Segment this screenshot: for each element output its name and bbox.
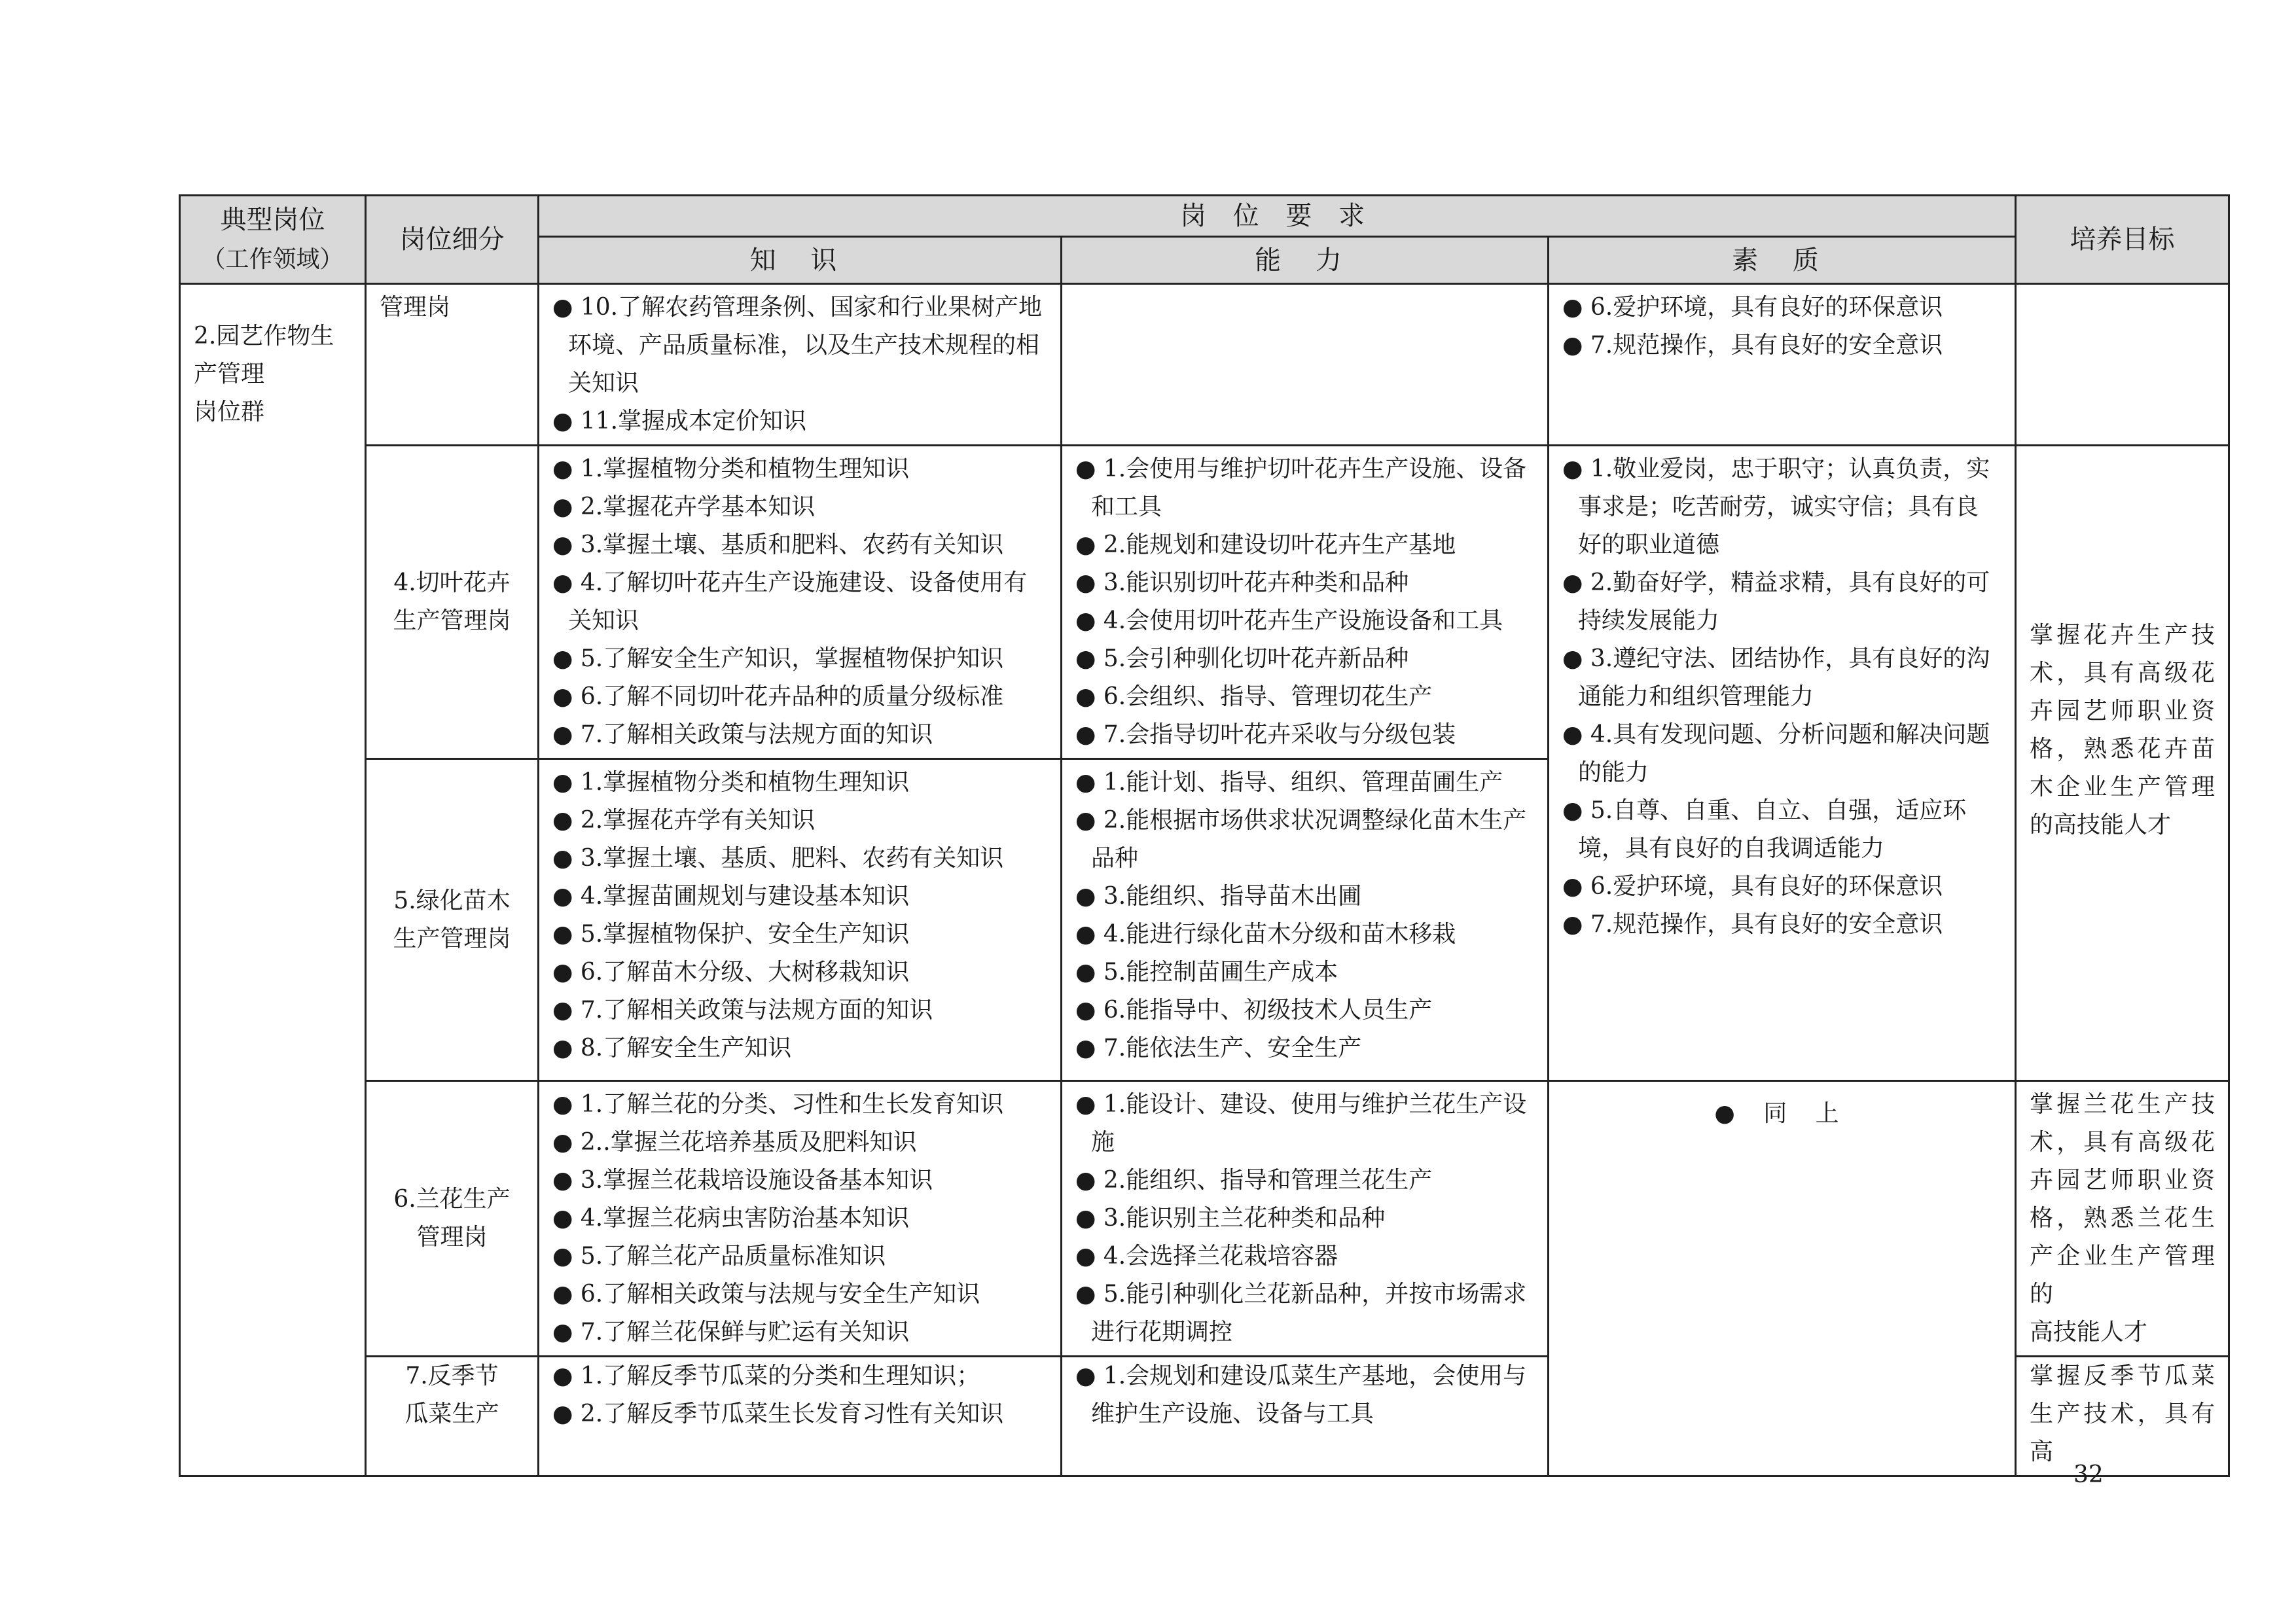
list-item: ● 8.了解安全生产知识 — [552, 1035, 792, 1061]
list-item: ● 10.了解农药管理条例、国家和行业果树产地环境、产品质量标准，以及生产技术规程的相关知识 — [552, 294, 1043, 397]
list-item: ● 2.掌握花卉学有关知识 — [552, 807, 816, 834]
knowledge-cell — [539, 446, 1062, 759]
list-item: ● 6.能指导中、初级技术人员生产 — [1075, 997, 1433, 1024]
list-item: ● 5.了解兰花产品质量标准知识 — [552, 1243, 886, 1270]
list-item: ● 2.了解反季节瓜菜生长发育习性有关知识 — [552, 1400, 1004, 1427]
list-item: ● 7.了解相关政策与法规方面的知识 — [552, 997, 933, 1024]
list-item: ● 6.爱护环境，具有良好的环保意识 — [1562, 294, 1943, 321]
group-cell: 2.园艺作物生 产管理 岗位群 — [180, 284, 366, 1476]
goal-cell: 掌握反季节瓜菜生产技术，具有高 — [2016, 1357, 2229, 1476]
list-item: ● 3.能识别主兰花种类和品种 — [1075, 1205, 1386, 1232]
list-item: ● 6.会组织、指导、管理切花生产 — [1075, 683, 1433, 710]
list-item: ● 1.了解兰花的分类、习性和生长发育知识 — [552, 1091, 1004, 1118]
goal-cell: 掌握兰花生产技术，具有高级花卉园艺师职业资格，熟悉兰花生产企业生产管理的 高技能人才 — [2016, 1081, 2229, 1357]
header-goal: 培养目标 — [2016, 196, 2229, 284]
post-cell: 管理岗 — [366, 284, 539, 446]
list-item: ● 4.掌握苗圃规划与建设基本知识 — [552, 883, 910, 910]
list-item: ● 1.掌握植物分类和植物生理知识 — [552, 455, 910, 482]
list-item: ● 7.规范操作，具有良好的安全意识 — [1562, 332, 1943, 359]
list-item: ● 11.掌握成本定价知识 — [552, 408, 807, 435]
post-cell: 7.反季节 瓜菜生产 — [366, 1357, 539, 1476]
header-ability: 能 力 — [1062, 237, 1549, 284]
knowledge-cell — [539, 759, 1062, 1081]
list-item: ● 2.能根据市场供求状况调整绿化苗木生产品种 — [1075, 807, 1527, 872]
header-knowledge: 知 识 — [539, 237, 1062, 284]
list-item: ● 1.能设计、建设、使用与维护兰花生产设施 — [1075, 1091, 1527, 1156]
job-requirements-table — [179, 194, 2230, 1477]
header-post-detail: 岗位细分 — [366, 196, 539, 284]
post-cell: 5.绿化苗木 生产管理岗 — [366, 759, 539, 1081]
list-item: ● 3.掌握兰花栽培设施设备基本知识 — [552, 1167, 933, 1194]
list-item: ● 1.掌握植物分类和植物生理知识 — [552, 769, 910, 796]
list-item: ● 7.了解相关政策与法规方面的知识 — [552, 721, 933, 748]
list-item: ● 4.了解切叶花卉生产设施建设、设备使用有关知识 — [552, 569, 1028, 634]
header-quality: 素 质 — [1549, 237, 2016, 284]
list-item: ● 5.能引种驯化兰花新品种，并按市场需求进行花期调控 — [1075, 1281, 1527, 1346]
knowledge-cell — [539, 284, 1062, 446]
goal-cell: 掌握花卉生产技术，具有高级花卉园艺师职业资格，熟悉花卉苗木企业生产管理的高技能人才 — [2016, 446, 2229, 1081]
list-item: ● 6.了解相关政策与法规与安全生产知识 — [552, 1281, 980, 1308]
goal-cell — [2016, 284, 2229, 446]
list-item: ● 3.遵纪守法、团结协作，具有良好的沟通能力和组织管理能力 — [1562, 645, 1990, 710]
ability-cell — [1062, 1081, 1549, 1357]
list-item: ● 6.了解不同切叶花卉品种的质量分级标准 — [552, 683, 1004, 710]
ability-cell — [1062, 284, 1549, 446]
ability-cell — [1062, 1357, 1549, 1476]
list-item: ● 1.能计划、指导、组织、管理苗圃生产 — [1075, 769, 1503, 796]
header-post-requirements: 岗 位 要 求 — [539, 196, 2016, 237]
knowledge-cell — [539, 1357, 1062, 1476]
quality-cell — [1549, 284, 2016, 446]
list-item: ● 5.了解安全生产知识，掌握植物保护知识 — [552, 645, 1004, 672]
knowledge-cell — [539, 1081, 1062, 1357]
page-number: 32 — [2073, 1461, 2104, 1488]
same-as-above: ● 同 上 — [1714, 1100, 1850, 1127]
list-item: ● 5.自尊、自重、自立、自强，适应环境，具有良好的自我调适能力 — [1562, 797, 1967, 862]
quality-cell — [1549, 1081, 2016, 1476]
list-item: ● 6.了解苗木分级、大树移栽知识 — [552, 959, 910, 986]
list-item: ● 3.掌握土壤、基质和肥料、农药有关知识 — [552, 531, 1004, 558]
list-item: ● 2.能规划和建设切叶花卉生产基地 — [1075, 531, 1456, 558]
list-item: ● 7.能依法生产、安全生产 — [1075, 1035, 1362, 1061]
list-item: ● 2.能组织、指导和管理兰花生产 — [1075, 1167, 1433, 1194]
list-item: ● 2.勤奋好学，精益求精，具有良好的可持续发展能力 — [1562, 569, 1990, 634]
list-item: ● 4.会使用切叶花卉生产设施设备和工具 — [1075, 607, 1503, 634]
list-item: ● 4.具有发现问题、分析问题和解决问题的能力 — [1562, 721, 1990, 786]
list-item: ● 7.了解兰花保鲜与贮运有关知识 — [552, 1319, 910, 1346]
ability-cell — [1062, 446, 1549, 759]
quality-cell — [1549, 446, 2016, 1081]
list-item: ● 2..掌握兰花培养基质及肥料知识 — [552, 1129, 917, 1156]
list-item: ● 5.会引种驯化切叶花卉新品种 — [1075, 645, 1409, 672]
list-item: ● 7.规范操作，具有良好的安全意识 — [1562, 911, 1943, 938]
ability-cell — [1062, 759, 1549, 1081]
list-item: ● 1.了解反季节瓜菜的分类和生理知识； — [552, 1363, 980, 1389]
post-cell: 6.兰花生产 管理岗 — [366, 1081, 539, 1357]
post-cell: 4.切叶花卉 生产管理岗 — [366, 446, 539, 759]
list-item: ● 2.掌握花卉学基本知识 — [552, 493, 816, 520]
list-item: ● 3.能组织、指导苗木出圃 — [1075, 883, 1362, 910]
list-item: ● 4.掌握兰花病虫害防治基本知识 — [552, 1205, 910, 1232]
list-item: ● 3.能识别切叶花卉种类和品种 — [1075, 569, 1409, 596]
list-item: ● 7.会指导切叶花卉采收与分级包装 — [1075, 721, 1456, 748]
header-typical-post: 典型岗位 （工作领域） — [180, 196, 366, 284]
list-item: ● 6.爱护环境，具有良好的环保意识 — [1562, 873, 1943, 900]
list-item: ● 1.敬业爱岗，忠于职守；认真负责，实事求是；吃苦耐劳，诚实守信；具有良好的职业道德 — [1562, 455, 1990, 558]
list-item: ● 3.掌握土壤、基质、肥料、农药有关知识 — [552, 845, 1004, 872]
list-item: ● 1.会规划和建设瓜菜生产基地，会使用与维护生产设施、设备与工具 — [1075, 1363, 1527, 1427]
list-item: ● 5.掌握植物保护、安全生产知识 — [552, 921, 910, 948]
list-item: ● 4.会选择兰花栽培容器 — [1075, 1243, 1338, 1270]
list-item: ● 5.能控制苗圃生产成本 — [1075, 959, 1338, 986]
list-item: ● 4.能进行绿化苗木分级和苗木移栽 — [1075, 921, 1456, 948]
list-item: ● 1.会使用与维护切叶花卉生产设施、设备和工具 — [1075, 455, 1527, 520]
